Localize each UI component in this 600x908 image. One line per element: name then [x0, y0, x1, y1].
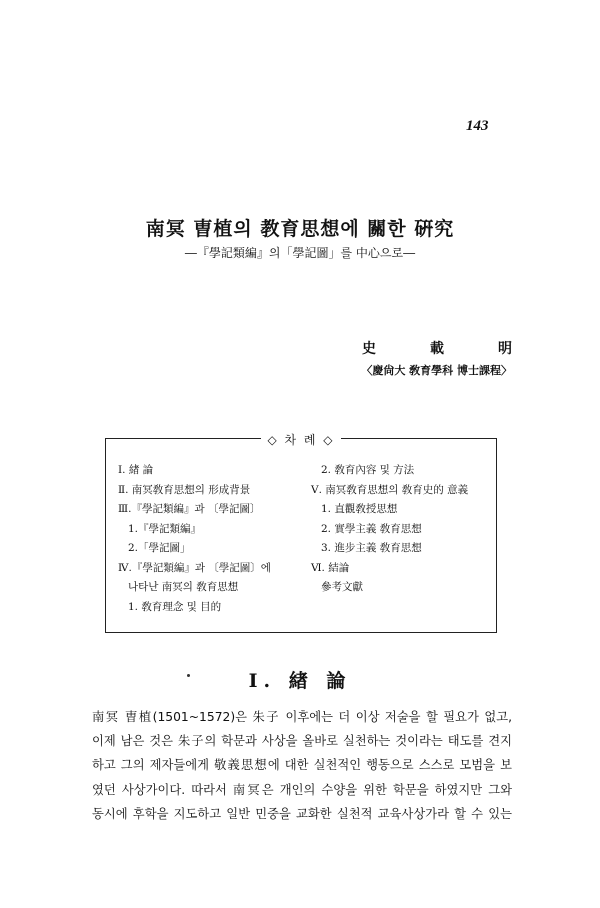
author-name: [362, 338, 512, 358]
table-of-contents: [105, 433, 497, 633]
toc-right-column: [311, 461, 491, 598]
page-number: 143: [466, 118, 489, 134]
body-line: 하고 그의 제자들에게 敬義思想에 대한 실천적인 행동으로 스스로 모범을 보: [92, 758, 512, 773]
toc-item: Ⅲ.『學記類編』과 〔學記圖〕: [118, 503, 261, 515]
author-affiliation: 〈慶尙大 敎育學科 博士課程〉: [361, 364, 512, 377]
section-heading: Ⅰ. 緖 論: [248, 670, 352, 692]
toc-item: Ⅵ. 結論: [311, 561, 350, 574]
toc-item: 1. 敎育理念 및 目的: [128, 600, 222, 613]
body-line: 였던 사상가이다. 따라서 南冥은 개인의 수양을 위한 학문을 하였지만 그와: [92, 782, 512, 797]
toc-item: Ⅱ. 南冥敎育思想의 形成背景: [118, 483, 251, 496]
article-title: 南冥 曺植의 教育思想에 關한 硏究: [145, 218, 455, 240]
toc-item: Ⅴ. 南冥敎育思想의 敎育史的 意義: [311, 483, 469, 496]
body-paragraph: [92, 705, 512, 826]
toc-left-column: [118, 461, 308, 617]
toc-item: 2. 實學主義 敎育思想: [321, 522, 422, 535]
toc-item: 나타난 南冥의 敎育思想: [128, 581, 239, 593]
toc-item: Ⅰ. 緖 論: [118, 464, 154, 476]
article-subtitle: ―『學記類編』의「學記圖」를 中心으로―: [184, 246, 416, 260]
body-line: 南冥 曺植(1501~1572)은 朱子 이후에는 더 이상 저술을 할 필요가 없고,: [92, 710, 512, 724]
toc-item: 參考文獻: [321, 581, 363, 593]
toc-item: Ⅳ.『學記類編』과 〔學記圖〕에: [118, 561, 271, 574]
toc-item: 3. 進步主義 敎育思想: [321, 542, 422, 554]
toc-heading: ◇ 차 례 ◇: [261, 433, 340, 447]
toc-item: 2. 敎育內容 및 方法: [321, 464, 415, 476]
body-line: 동시에 후학을 지도하고 일반 민중을 교화한 실천적 교육사상가라 할 수 있는: [92, 806, 512, 821]
author-name-char: 史: [362, 341, 376, 357]
author-name-char: 明: [498, 341, 512, 357]
body-line: 이제 남은 것은 朱子의 학문과 사상을 올바로 실천하는 것이라는 태도를 견지: [92, 734, 512, 749]
toc-item: 1.『學記類編』: [128, 522, 202, 535]
toc-item: 2.「學記圖」: [128, 542, 191, 554]
author-name-char: 載: [430, 341, 444, 357]
toc-item: 1. 直觀敎授思想: [321, 503, 398, 515]
